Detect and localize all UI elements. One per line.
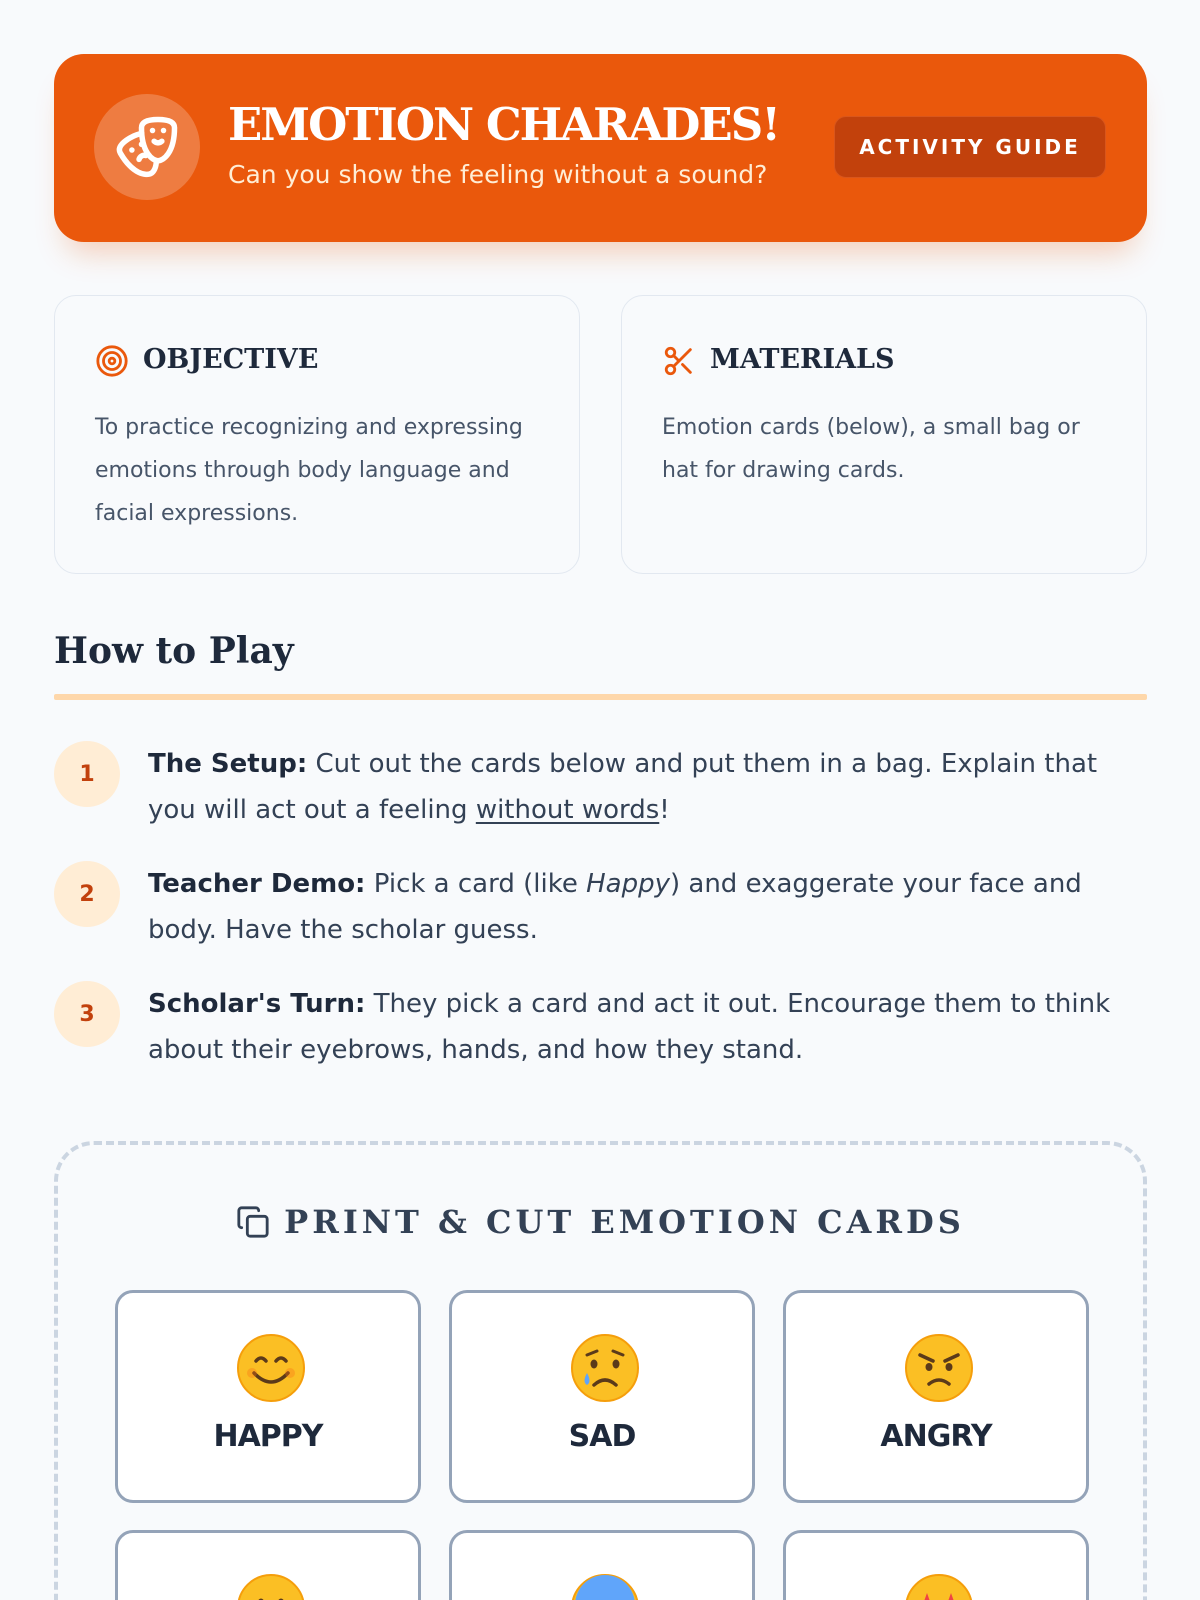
header-banner bbox=[54, 54, 1147, 242]
materials-title: MATERIALS bbox=[710, 344, 895, 375]
materials-card bbox=[621, 295, 1147, 574]
emotion-card-label: HAPPY bbox=[213, 1419, 323, 1454]
cards-section-title: PRINT & CUT EMOTION CARDS bbox=[58, 1203, 1143, 1241]
emotion-card bbox=[783, 1530, 1089, 1600]
objective-card bbox=[54, 295, 580, 574]
emotion-card-angry bbox=[783, 1290, 1089, 1503]
emotion-card-label: ANGRY bbox=[880, 1419, 992, 1454]
emphasis-italic: Happy bbox=[586, 869, 670, 899]
step-number-badge: 2 bbox=[54, 861, 120, 927]
smiling-face-emoji bbox=[236, 1333, 306, 1403]
page-title: EMOTION CHARADES! bbox=[228, 98, 779, 151]
section-divider bbox=[54, 694, 1147, 700]
objective-text: To practice recognizing and expressing emotions through body language and facial expressions. bbox=[95, 415, 523, 526]
step-3-text: Scholar's Turn: They pick a card and act it out. Encourage them to think about their eyebrows, hands, and how they stand. bbox=[148, 989, 1111, 1065]
star-struck-face-emoji bbox=[904, 1573, 974, 1600]
face-emoji bbox=[236, 1573, 306, 1600]
activity-guide-button[interactable]: ACTIVITY GUIDE bbox=[834, 116, 1106, 178]
step-label: The Setup: bbox=[148, 749, 308, 779]
objective-title: OBJECTIVE bbox=[143, 344, 319, 375]
page-subtitle: Can you show the feeling without a sound? bbox=[228, 160, 768, 189]
emotion-cards-panel bbox=[54, 1141, 1147, 1600]
step-number-badge: 1 bbox=[54, 741, 120, 807]
step-label: Scholar's Turn: bbox=[148, 989, 366, 1019]
emotion-card-sad bbox=[449, 1290, 755, 1503]
scissors-icon bbox=[662, 344, 696, 378]
target-icon bbox=[95, 344, 129, 378]
copy-icon bbox=[236, 1205, 270, 1239]
emphasis-underline: without words bbox=[475, 795, 660, 825]
emotion-card bbox=[449, 1530, 755, 1600]
angry-face-emoji bbox=[904, 1333, 974, 1403]
step-1-text: The Setup: Cut out the cards below and put them in a bag. Explain that you will act out a feeling without words! bbox=[148, 749, 1098, 825]
step-label: Teacher Demo: bbox=[148, 869, 366, 899]
emotion-card-happy bbox=[115, 1290, 421, 1503]
crying-face-emoji bbox=[570, 1333, 640, 1403]
step-number-badge: 3 bbox=[54, 981, 120, 1047]
theater-masks-icon bbox=[94, 94, 200, 200]
step-2-text: Teacher Demo: Pick a card (like Happy) and exaggerate your face and body. Have the scholar guess. bbox=[148, 869, 1082, 945]
screaming-face-emoji bbox=[570, 1573, 640, 1600]
emotion-card bbox=[115, 1530, 421, 1600]
materials-text: Emotion cards (below), a small bag or hat for drawing cards. bbox=[662, 415, 1080, 483]
how-to-play-title: How to Play bbox=[54, 630, 294, 672]
emotion-card-label: SAD bbox=[568, 1419, 636, 1454]
